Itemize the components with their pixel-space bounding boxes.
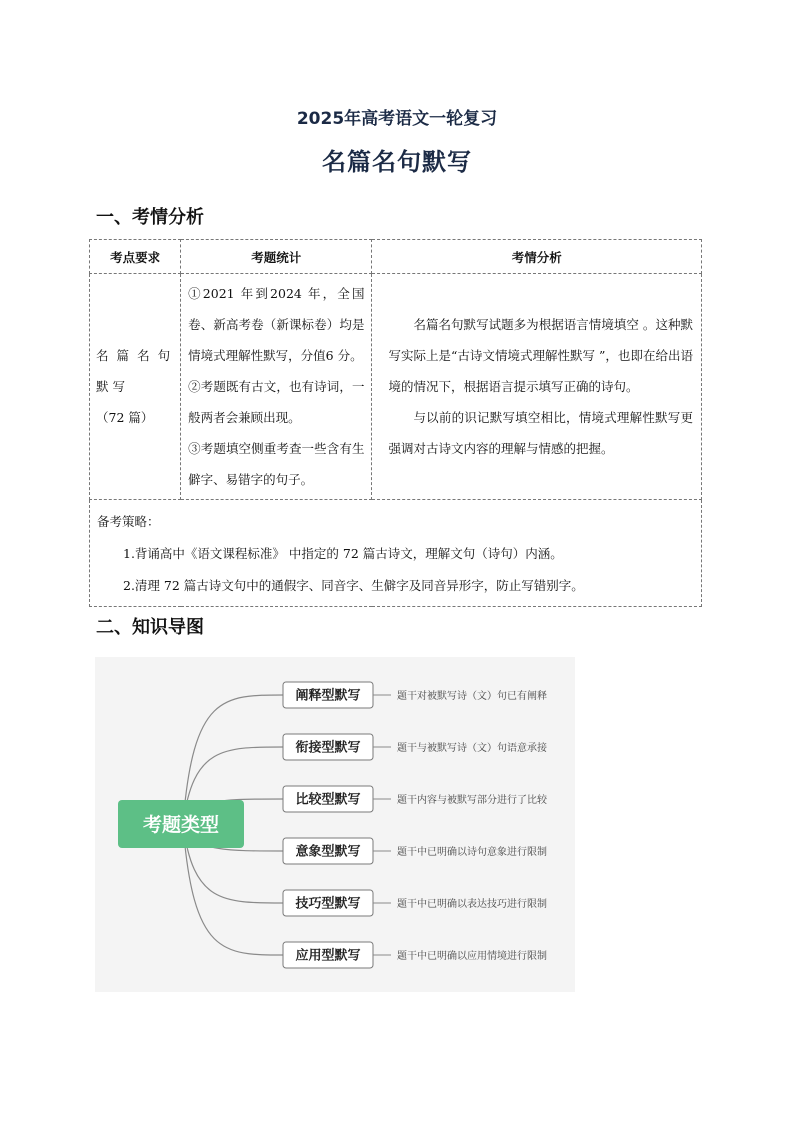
branch-description: 题干中已明确以诗句意象进行限制 bbox=[397, 847, 547, 858]
exam-analysis-table bbox=[89, 239, 702, 607]
stat-item: ②考题既有古文，也有诗词，一般两者会兼顾出现。 bbox=[188, 379, 365, 425]
branch-description: 题干中已明确以应用情境进行限制 bbox=[397, 951, 547, 962]
knowledge-mindmap bbox=[95, 657, 575, 992]
branch-node-label: 衔接型默写 bbox=[295, 740, 361, 756]
page-supertitle: 2025年高考语文一轮复习 bbox=[296, 109, 498, 129]
branch-description: 题干与被默写诗（文）句语意承接 bbox=[397, 743, 547, 754]
header-cell: 考题统计 bbox=[181, 240, 372, 274]
requirement-count: （72 篇） bbox=[96, 410, 154, 425]
branch-description: 题干内容与被默写部分进行了比较 bbox=[397, 795, 547, 806]
strategy-cell bbox=[90, 500, 702, 607]
stats-cell bbox=[181, 274, 372, 500]
section-heading-mindmap: 二、知识导图 bbox=[96, 617, 204, 638]
analysis-cell bbox=[372, 274, 702, 500]
analysis-paragraph: 与以前的识记默写填空相比，情境式理解性默写更强调对古诗文内容的理解与情感的把握。 bbox=[388, 410, 693, 456]
analysis-paragraph: 名篇名句默写试题多为根据语言情境填空 。这种默写实际上是“古诗文情境式理解性默写 ”，也即在给出语境的情况下，根据语言提示填写正确的诗句。 bbox=[388, 317, 693, 394]
stat-item: ③考题填空侧重考查一些含有生僻字、易错字的句子。 bbox=[188, 441, 365, 487]
branch-node-label: 应用型默写 bbox=[295, 948, 361, 964]
branch-node-label: 意象型默写 bbox=[295, 844, 361, 860]
strategy-title: 备考策略： bbox=[97, 514, 160, 529]
mindmap-canvas bbox=[95, 657, 575, 992]
table-row bbox=[90, 274, 702, 500]
root-node-label: 考题类型 bbox=[142, 814, 220, 836]
strategy-item: 1.背诵高中《语文课程标准》 中指定的 72 篇古诗文，理解文句（诗句）内涵。 bbox=[123, 546, 563, 561]
requirement-cell bbox=[90, 274, 181, 500]
table-header-row bbox=[90, 240, 702, 274]
requirement-text: 名篇名句默写 bbox=[96, 348, 175, 394]
section-heading-analysis: 一、考情分析 bbox=[96, 207, 204, 228]
header-cell: 考点要求 bbox=[90, 240, 181, 274]
strategy-row bbox=[90, 500, 702, 607]
branch-description: 题干对被默写诗（文）句已有阐释 bbox=[397, 691, 547, 702]
branch-node-label: 技巧型默写 bbox=[295, 896, 361, 912]
header-cell: 考情分析 bbox=[372, 240, 702, 274]
strategy-item: 2.清理 72 篇古诗文句中的通假字、同音字、生僻字及同音异形字，防止写错别字。 bbox=[123, 578, 584, 593]
branch-node-label: 比较型默写 bbox=[295, 792, 361, 808]
page-title: 名篇名句默写 bbox=[322, 148, 472, 176]
branch-node-label: 阐释型默写 bbox=[295, 688, 361, 704]
stat-item: ①2021 年到2024 年，全国卷、新高考卷（新课标卷）均是情境式理解性默写，分值6 分。 bbox=[188, 286, 365, 363]
branch-description: 题干中已明确以表达技巧进行限制 bbox=[397, 899, 547, 910]
